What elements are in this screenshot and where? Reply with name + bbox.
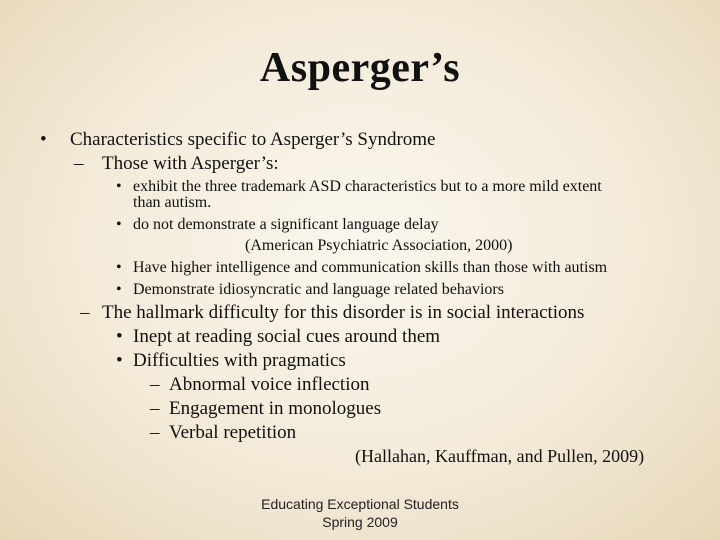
bullet-marker: • (116, 281, 122, 298)
bullet-marker: • (116, 178, 122, 195)
bullet-marker: • (116, 350, 123, 371)
list-item: Demonstrate idiosyncratic and language related behaviors (133, 281, 504, 298)
dash-marker: – (150, 422, 160, 443)
slide-title: Asperger’s (259, 45, 461, 91)
bullet-marker: • (116, 216, 122, 233)
list-item: Have higher intelligence and communication skills than those with autism (133, 259, 608, 276)
list-item: do not demonstrate a significant language delay (133, 216, 439, 233)
citation: (Hallahan, Kauffman, and Pullen, 2009) (355, 446, 645, 466)
list-item: Inept at reading social cues around them (133, 326, 441, 347)
list-item: Engagement in monologues (169, 398, 382, 419)
footer-line-2: Spring 2009 (322, 514, 398, 530)
dash-marker: – (80, 302, 90, 323)
list-item: Abnormal voice inflection (169, 374, 370, 395)
bullet-marker: • (116, 326, 123, 347)
bullet-marker: • (116, 259, 122, 276)
sub-heading-1: Those with Asperger’s: (102, 153, 279, 174)
dash-marker: – (74, 153, 84, 174)
list-item: exhibit the three trademark ASD characteristics but to a more mild extent (133, 178, 602, 195)
list-item: Difficulties with pragmatics (133, 350, 346, 371)
list-item: Verbal repetition (169, 422, 297, 443)
dash-marker: – (150, 374, 160, 395)
dash-marker: – (150, 398, 160, 419)
bullet-marker: • (40, 129, 47, 150)
list-item-continuation: than autism. (133, 194, 212, 211)
main-bullet-text: Characteristics specific to Asperger’s Syndrome (70, 129, 436, 150)
sub-heading-2: The hallmark difficulty for this disorder is in social interactions (102, 302, 585, 323)
citation-inline: (American Psychiatric Association, 2000) (245, 237, 513, 254)
footer-line-1: Educating Exceptional Students (261, 496, 459, 512)
